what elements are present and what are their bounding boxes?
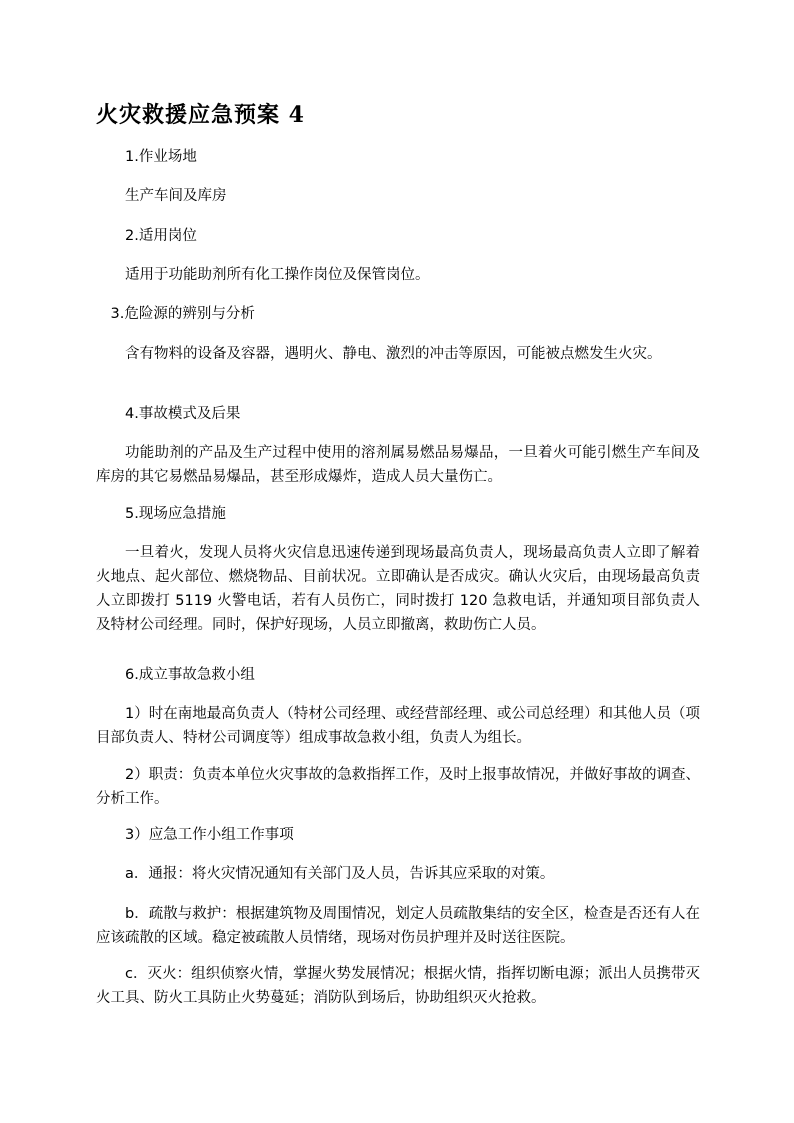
paragraph: c．灭火：组织侦察火情，掌握火势发展情况；根据火情，指挥切断电源；派出人员携带灭火工具、防火工具防止火势蔓延；消防队到场后，协助组织灭火抢救。: [96, 966, 700, 1006]
paragraph: 2）职责：负责本单位火灾事故的急救指挥工作，及时上报事故情况，并做好事故的调查、分析工作。: [96, 767, 700, 807]
paragraph: 适用于功能助剂所有化工操作岗位及保管岗位。: [125, 267, 430, 283]
section-heading-1: 1.作业场地: [125, 149, 197, 165]
paragraph: 3）应急工作小组工作事项: [125, 827, 294, 843]
paragraph: 生产车间及库房: [125, 188, 227, 204]
paragraph: 1）时在南地最高负责人（特材公司经理、或经营部经理、或公司总经理）和其他人员（项目部负责人、特材公司调度等）组成事故急救小组，负责人为组长。: [96, 706, 700, 746]
paragraph: b．疏散与救护：根据建筑物及周围情况，划定人员疏散集结的安全区，检查是否还有人在应该疏散的区域。稳定被疏散人员情绪，现场对伤员护理并及时送往医院。: [96, 906, 700, 946]
paragraph: 功能助剂的产品及生产过程中使用的溶剂属易燃品易爆品，一旦着火可能引燃生产车间及库房的其它易燃品易爆品，甚至形成爆炸，造成人员大量伤亡。: [96, 445, 700, 485]
section-heading-6: 6.成立事故急救小组: [125, 667, 255, 683]
section-heading-2: 2.适用岗位: [125, 228, 197, 244]
section-heading-5: 5.现场应急措施: [125, 506, 226, 522]
document-title: 火灾救援应急预案 4: [96, 102, 305, 128]
paragraph: 一旦着火，发现人员将火灾信息迅速传递到现场最高负责人，现场最高负责人立即了解着火地点、起火部位、燃烧物品、目前状况。立即确认是否成灾。确认火灾后，由现场最高负责人立即拨打 5119 火警电话，若有人员伤亡，同时拨打 120 急救电话，并通知项目部负责人及特材公司经理。同时，保护好现场，人员立即撤离，救助伤亡人员。: [96, 545, 700, 633]
paragraph: a．通报：将火灾情况通知有关部门及人员，告诉其应采取的对策。: [125, 866, 555, 882]
paragraph: 含有物料的设备及容器，遇明火、静电、激烈的冲击等原因，可能被点燃发生火灾。: [125, 346, 662, 362]
section-heading-3: 3.危险源的辨别与分析: [110, 306, 255, 322]
section-heading-4: 4.事故模式及后果: [125, 406, 241, 422]
